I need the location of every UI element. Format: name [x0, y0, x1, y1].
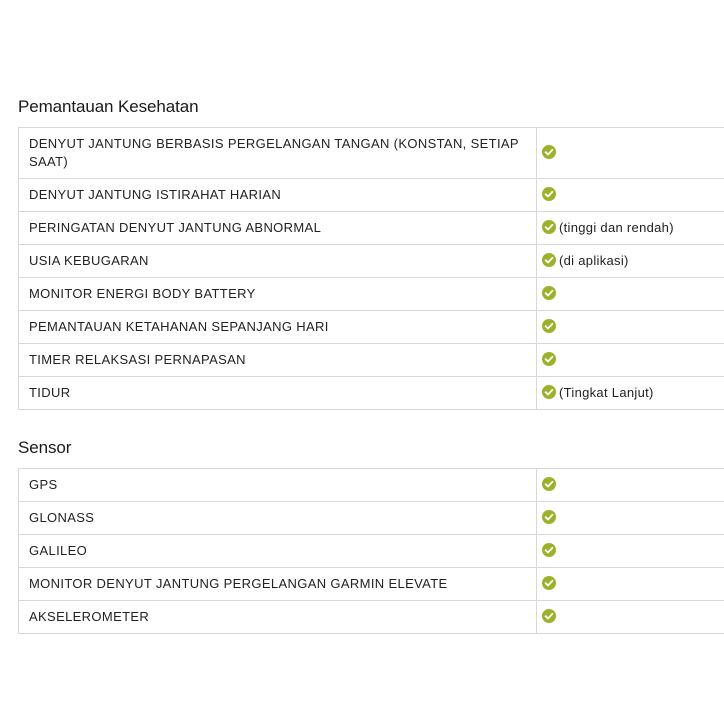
feature-label: USIA KEBUGARAN	[19, 245, 537, 278]
feature-label: PERINGATAN DENYUT JANTUNG ABNORMAL	[19, 212, 537, 245]
feature-value	[537, 568, 724, 601]
table-row	[19, 377, 724, 410]
table-row	[19, 179, 724, 212]
check-circle-icon	[542, 352, 556, 366]
health-spec-table	[18, 127, 724, 410]
feature-label: GLONASS	[19, 502, 537, 535]
feature-label: DENYUT JANTUNG BERBASIS PERGELANGAN TANGAN (KONSTAN, SETIAP SAAT)	[19, 128, 537, 179]
feature-label: TIDUR	[19, 377, 537, 410]
check-circle-icon	[542, 187, 556, 201]
feature-label: GALILEO	[19, 535, 537, 568]
feature-note: (di aplikasi)	[559, 253, 629, 268]
table-row	[19, 311, 724, 344]
feature-value	[537, 502, 724, 535]
feature-label: MONITOR ENERGI BODY BATTERY	[19, 278, 537, 311]
feature-label: MONITOR DENYUT JANTUNG PERGELANGAN GARMIN ELEVATE	[19, 568, 537, 601]
feature-label: AKSELEROMETER	[19, 601, 537, 634]
sensor-spec-table	[18, 468, 724, 634]
feature-label: PEMANTAUAN KETAHANAN SEPANJANG HARI	[19, 311, 537, 344]
check-circle-icon	[542, 319, 556, 333]
feature-label: DENYUT JANTUNG ISTIRAHAT HARIAN	[19, 179, 537, 212]
feature-value	[537, 212, 724, 245]
check-circle-icon	[542, 220, 556, 234]
check-circle-icon	[542, 145, 556, 159]
feature-label: GPS	[19, 469, 537, 502]
check-circle-icon	[542, 576, 556, 590]
check-circle-icon	[542, 253, 556, 267]
feature-value	[537, 377, 724, 410]
table-row	[19, 344, 724, 377]
check-circle-icon	[542, 385, 556, 399]
feature-label: TIMER RELAKSASI PERNAPASAN	[19, 344, 537, 377]
table-row	[19, 469, 724, 502]
feature-value	[537, 311, 724, 344]
feature-value	[537, 179, 724, 212]
feature-note: (tinggi dan rendah)	[559, 220, 674, 235]
feature-value	[537, 344, 724, 377]
feature-value	[537, 128, 724, 179]
table-row	[19, 278, 724, 311]
section-title-sensor: Sensor	[18, 438, 72, 457]
table-row	[19, 568, 724, 601]
feature-value	[537, 469, 724, 502]
table-row	[19, 245, 724, 278]
check-circle-icon	[542, 543, 556, 557]
table-row	[19, 535, 724, 568]
table-row	[19, 212, 724, 245]
feature-value	[537, 535, 724, 568]
check-circle-icon	[542, 477, 556, 491]
table-row	[19, 502, 724, 535]
section-title-health: Pemantauan Kesehatan	[18, 97, 199, 116]
check-circle-icon	[542, 609, 556, 623]
feature-note: (Tingkat Lanjut)	[559, 385, 654, 400]
check-circle-icon	[542, 510, 556, 524]
feature-value	[537, 601, 724, 634]
check-circle-icon	[542, 286, 556, 300]
table-row	[19, 601, 724, 634]
feature-value	[537, 245, 724, 278]
table-row	[19, 128, 724, 179]
feature-value	[537, 278, 724, 311]
